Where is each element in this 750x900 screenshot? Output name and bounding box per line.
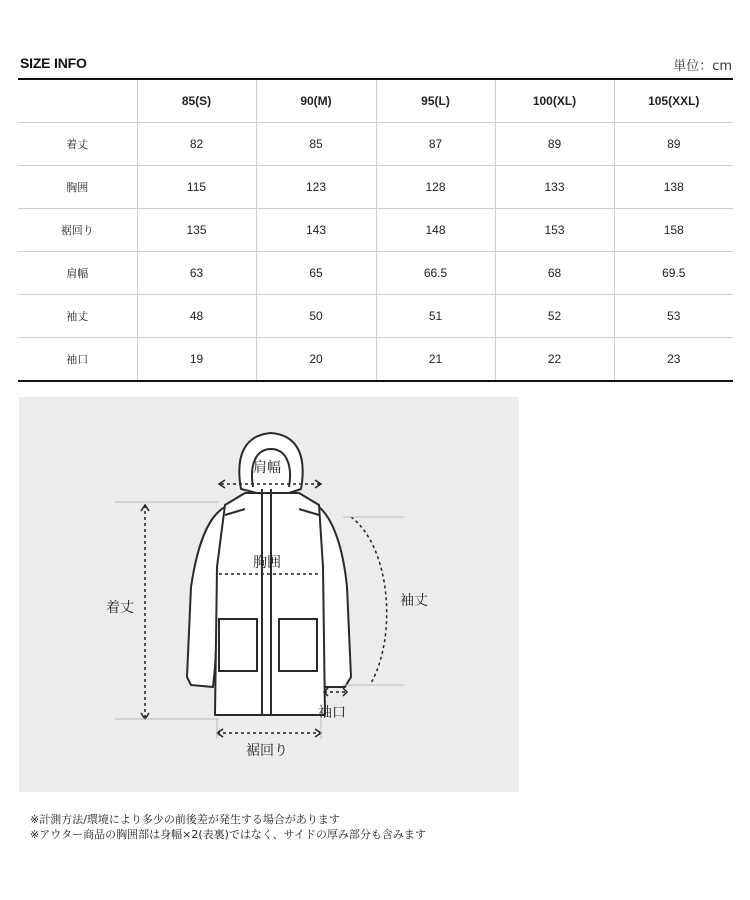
table-cell: 82 — [137, 123, 256, 166]
measurement-diagram — [19, 397, 519, 792]
column-header: 90(M) — [256, 79, 376, 123]
column-header: 85(S) — [137, 79, 256, 123]
notes — [30, 812, 426, 842]
table-cell: 123 — [256, 166, 376, 209]
table-cell: 135 — [137, 209, 256, 252]
table-cell: 133 — [495, 166, 614, 209]
row-label: 胸囲 — [18, 166, 137, 209]
table-cell: 85 — [256, 123, 376, 166]
table-cell: 50 — [256, 295, 376, 338]
table-cell: 53 — [614, 295, 733, 338]
table-cell: 87 — [376, 123, 495, 166]
table-cell: 48 — [137, 295, 256, 338]
length-label: 着丈 — [106, 600, 134, 616]
table-cell: 143 — [256, 209, 376, 252]
row-label: 袖丈 — [18, 295, 137, 338]
size-table — [18, 78, 733, 382]
table-header-row — [18, 79, 733, 123]
chest-label: 胸囲 — [253, 555, 281, 571]
table-corner-cell — [18, 79, 137, 123]
table-cell: 65 — [256, 252, 376, 295]
table-cell: 69.5 — [614, 252, 733, 295]
table-cell: 153 — [495, 209, 614, 252]
unit-label: 単位：cm — [673, 59, 732, 74]
table-row — [18, 295, 733, 338]
table-row — [18, 252, 733, 295]
table-cell: 23 — [667, 352, 681, 366]
size-info-header — [20, 55, 732, 77]
table-row — [18, 338, 733, 382]
cuff-label: 袖口 — [318, 705, 346, 721]
table-cell: 68 — [495, 252, 614, 295]
sleeve-length-label: 袖丈 — [400, 593, 428, 609]
note-line: ※アウター商品の胸囲部は身幅×2(表裏)ではなく、サイドの厚み部分も含みます — [30, 828, 426, 841]
table-cell: 51 — [376, 295, 495, 338]
hem-label: 裾回り — [246, 743, 288, 759]
row-label: 袖口 — [18, 338, 137, 382]
table-cell: 115 — [137, 166, 256, 209]
table-cell: 66.5 — [376, 252, 495, 295]
table-cell: 148 — [376, 209, 495, 252]
row-label: 裾回り — [18, 209, 137, 252]
note-line: ※計測方法/環境により多少の前後差が発生する場合があります — [30, 813, 340, 826]
table-cell: 128 — [376, 166, 495, 209]
table-cell: 89 — [495, 123, 614, 166]
table-cell: 89 — [614, 123, 733, 166]
table-cell: 138 — [614, 166, 733, 209]
shoulder-width-label: 肩幅 — [253, 460, 281, 476]
table-cell: 20 — [256, 338, 376, 382]
table-row — [18, 209, 733, 252]
table-cell: 52 — [495, 295, 614, 338]
table-row — [18, 166, 733, 209]
column-header: 100(XL) — [495, 79, 614, 123]
table-cell: 21 — [376, 338, 495, 382]
table-cell: 19 — [137, 338, 256, 382]
table-cell: 63 — [137, 252, 256, 295]
table-row — [18, 123, 733, 166]
size-info-title: SIZE INFO — [20, 55, 87, 71]
table-cell: 158 — [614, 209, 733, 252]
table-cell: 22 — [495, 338, 614, 382]
column-header: 105(XXL) — [614, 79, 733, 123]
row-label: 着丈 — [18, 123, 137, 166]
row-label: 肩幅 — [18, 252, 137, 295]
column-header: 95(L) — [376, 79, 495, 123]
